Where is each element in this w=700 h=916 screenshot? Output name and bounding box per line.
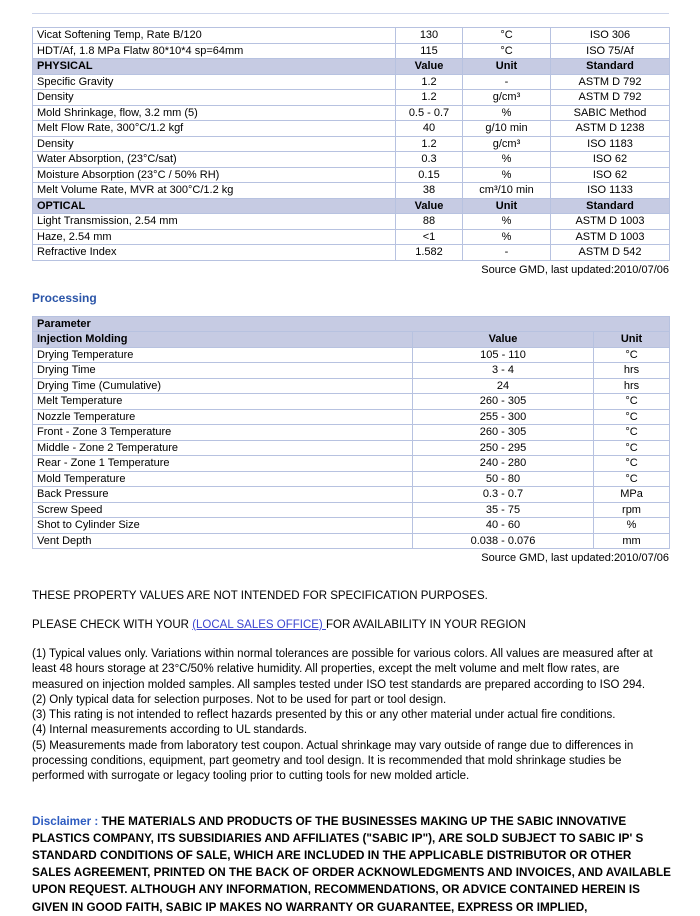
parameter-name: Vent Depth	[33, 533, 413, 549]
parameter-value: 0.3 - 0.7	[413, 487, 594, 503]
property-unit: %	[463, 229, 551, 245]
table-row	[33, 152, 670, 168]
footnote: (4) Internal measurements according to UL standards.	[32, 724, 308, 737]
table-row	[33, 121, 670, 137]
property-value: 115	[396, 43, 463, 59]
property-unit: %	[463, 214, 551, 230]
processing-heading: Processing	[32, 290, 97, 305]
property-standard: ISO 1183	[551, 136, 670, 152]
footnote: (1) Typical values only. Variations within normal tolerances are possible for various colors. All values are measured after at least 48 hours storage at 23°C/50% relative humidity. All properties, except the melt volume and melt flow rates, are measured on injection molded samples. All samples tested under ISO test standards are prepared according to ISO 294.	[32, 648, 653, 691]
property-unit: -	[463, 74, 551, 90]
column-header-unit: Unit	[463, 198, 551, 214]
property-value: 0.5 - 0.7	[396, 105, 463, 121]
spec-purpose-note: THESE PROPERTY VALUES ARE NOT INTENDED FOR SPECIFICATION PURPOSES.	[32, 590, 488, 602]
parameter-name: Nozzle Temperature	[33, 409, 413, 425]
column-header-value: Value	[396, 59, 463, 75]
parameter-name: Melt Temperature	[33, 394, 413, 410]
properties-table	[32, 27, 670, 261]
parameter-value: 0.038 - 0.076	[413, 533, 594, 549]
property-name: HDT/Af, 1.8 MPa Flatw 80*10*4 sp=64mm	[33, 43, 396, 59]
property-value: 1.2	[396, 136, 463, 152]
property-unit: g/cm³	[463, 136, 551, 152]
property-unit: g/10 min	[463, 121, 551, 137]
property-value: 88	[396, 214, 463, 230]
parameter-unit: °C	[594, 394, 670, 410]
column-header-value: Value	[396, 198, 463, 214]
table-row	[33, 409, 670, 425]
parameter-unit: hrs	[594, 378, 670, 394]
table-row	[33, 90, 670, 106]
footnotes	[32, 647, 672, 785]
property-value: 1.2	[396, 90, 463, 106]
table-row	[33, 471, 670, 487]
table-row	[33, 105, 670, 121]
property-name: Moisture Absorption (23°C / 50% RH)	[33, 167, 396, 183]
parameter-unit: °C	[594, 425, 670, 441]
source-note: Source GMD, last updated:2010/07/06	[481, 552, 669, 564]
table-row	[33, 347, 670, 363]
table-row	[33, 43, 670, 59]
property-unit: °C	[463, 28, 551, 44]
property-unit: %	[463, 105, 551, 121]
property-unit: %	[463, 167, 551, 183]
footnote: (2) Only typical data for selection purposes. Not to be used for part or tool design.	[32, 693, 447, 706]
parameter-value: 240 - 280	[413, 456, 594, 472]
property-standard: ASTM D 792	[551, 90, 670, 106]
parameter-unit: °C	[594, 456, 670, 472]
table-row	[33, 425, 670, 441]
table-row	[33, 28, 670, 44]
property-name: Specific Gravity	[33, 74, 396, 90]
parameter-name: Mold Temperature	[33, 471, 413, 487]
property-value: <1	[396, 229, 463, 245]
table-row	[33, 74, 670, 90]
table-row	[33, 502, 670, 518]
property-standard: ASTM D 792	[551, 74, 670, 90]
parameter-unit: mm	[594, 533, 670, 549]
local-sales-office-link[interactable]: (LOCAL SALES OFFICE)	[192, 619, 326, 631]
property-unit: °C	[463, 43, 551, 59]
table-row	[33, 363, 670, 379]
table-row	[33, 229, 670, 245]
column-header-parameter: Injection Molding	[33, 332, 413, 348]
property-value: 0.15	[396, 167, 463, 183]
property-standard: ISO 62	[551, 167, 670, 183]
section-header-row-physical	[33, 59, 670, 75]
property-standard: ASTM D 1238	[551, 121, 670, 137]
property-unit: -	[463, 245, 551, 261]
processing-header-row	[33, 332, 670, 348]
parameter-value: 260 - 305	[413, 425, 594, 441]
parameter-name: Screw Speed	[33, 502, 413, 518]
property-unit: cm³/10 min	[463, 183, 551, 199]
section-title: OPTICAL	[33, 198, 396, 214]
parameter-unit: °C	[594, 347, 670, 363]
property-value: 40	[396, 121, 463, 137]
table-row	[33, 440, 670, 456]
parameter-name: Shot to Cylinder Size	[33, 518, 413, 534]
property-standard: ISO 62	[551, 152, 670, 168]
table-row	[33, 167, 670, 183]
parameter-value: 35 - 75	[413, 502, 594, 518]
parameter-value: 40 - 60	[413, 518, 594, 534]
table-row	[33, 136, 670, 152]
column-header-standard: Standard	[551, 59, 670, 75]
parameter-name: Drying Temperature	[33, 347, 413, 363]
section-header-row-optical	[33, 198, 670, 214]
parameter-unit: %	[594, 518, 670, 534]
property-name: Mold Shrinkage, flow, 3.2 mm (5)	[33, 105, 396, 121]
property-value: 0.3	[396, 152, 463, 168]
property-value: 38	[396, 183, 463, 199]
parameter-value: 255 - 300	[413, 409, 594, 425]
property-unit: g/cm³	[463, 90, 551, 106]
column-header-value: Value	[413, 332, 594, 348]
property-name: Light Transmission, 2.54 mm	[33, 214, 396, 230]
parameter-unit: rpm	[594, 502, 670, 518]
property-name: Water Absorption, (23°C/sat)	[33, 152, 396, 168]
property-standard: ISO 306	[551, 28, 670, 44]
parameter-group-header-row	[33, 316, 670, 332]
parameter-value: 260 - 305	[413, 394, 594, 410]
parameter-value: 50 - 80	[413, 471, 594, 487]
parameter-value: 3 - 4	[413, 363, 594, 379]
table-row	[33, 456, 670, 472]
availability-prefix: PLEASE CHECK WITH YOUR	[32, 619, 193, 631]
property-name: Haze, 2.54 mm	[33, 229, 396, 245]
parameter-value: 24	[413, 378, 594, 394]
column-header-standard: Standard	[551, 198, 670, 214]
table-row	[33, 214, 670, 230]
table-row	[33, 518, 670, 534]
property-name: Density	[33, 136, 396, 152]
property-unit: %	[463, 152, 551, 168]
property-value: 130	[396, 28, 463, 44]
disclaimer-text: THE MATERIALS AND PRODUCTS OF THE BUSINESSES MAKING UP THE SABIC INNOVATIVE PLASTICS COMPANY, ITS SUBSIDIARIES AND AFFILIATES ("SABIC IP"), ARE SOLD SUBJECT TO SABIC IP' S STANDARD CONDITIONS OF SALE, WHICH ARE INCLUDED IN THE APPLICABLE DISTRIBUTOR OR OTHER SALES AGREEMENT, PRINTED ON THE BACK OF ORDER ACKNOWLEDGMENTS AND INVOICES, AND AVAILABLE UPON REQUEST. ALTHOUGH ANY INFORMATION, RECOMMENDATIONS, OR ADVICE CONTAINED HEREIN IS GIVEN IN GOOD FAITH, SABIC IP MAKES NO WARRANTY OR GUARANTEE, EXPRESS OR IMPLIED,	[32, 814, 671, 914]
parameter-value: 105 - 110	[413, 347, 594, 363]
parameter-group-title: Parameter	[33, 316, 670, 332]
disclaimer	[32, 813, 672, 916]
table-row	[33, 394, 670, 410]
processing-table	[32, 316, 670, 550]
table-row	[33, 378, 670, 394]
property-standard: ISO 75/Af	[551, 43, 670, 59]
column-header-unit: Unit	[463, 59, 551, 75]
parameter-unit: °C	[594, 409, 670, 425]
parameter-value: 250 - 295	[413, 440, 594, 456]
table-row	[33, 245, 670, 261]
property-name: Vicat Softening Temp, Rate B/120	[33, 28, 396, 44]
property-standard: ISO 1133	[551, 183, 670, 199]
property-name: Density	[33, 90, 396, 106]
source-note: Source GMD, last updated:2010/07/06	[481, 263, 669, 276]
disclaimer-label: Disclaimer :	[32, 814, 99, 828]
parameter-name: Drying Time (Cumulative)	[33, 378, 413, 394]
table-row	[33, 487, 670, 503]
parameter-unit: °C	[594, 471, 670, 487]
property-name: Melt Volume Rate, MVR at 300°C/1.2 kg	[33, 183, 396, 199]
footnote: (3) This rating is not intended to reflect hazards presented by this or any other material under actual fire conditions.	[32, 709, 616, 722]
property-standard: ASTM D 1003	[551, 214, 670, 230]
parameter-name: Front - Zone 3 Temperature	[33, 425, 413, 441]
footnote: (5) Measurements made from laboratory test coupon. Actual shrinkage may vary outside of range due to differences in processing conditions, equipment, part geometry and tool design. It is recommended that mold shrinkage studies be performed with surrogate or legacy tooling prior to cutting tools for new molded article.	[32, 739, 634, 783]
property-value: 1.2	[396, 74, 463, 90]
availability-note	[32, 618, 669, 632]
property-value: 1.582	[396, 245, 463, 261]
page-top-rule	[32, 13, 669, 14]
property-standard: ASTM D 1003	[551, 229, 670, 245]
property-standard: ASTM D 542	[551, 245, 670, 261]
parameter-unit: hrs	[594, 363, 670, 379]
parameter-name: Drying Time	[33, 363, 413, 379]
table-row	[33, 533, 670, 549]
property-standard: SABIC Method	[551, 105, 670, 121]
property-name: Melt Flow Rate, 300°C/1.2 kgf	[33, 121, 396, 137]
parameter-name: Middle - Zone 2 Temperature	[33, 440, 413, 456]
parameter-unit: °C	[594, 440, 670, 456]
availability-suffix: FOR AVAILABILITY IN YOUR REGION	[325, 619, 526, 631]
parameter-name: Rear - Zone 1 Temperature	[33, 456, 413, 472]
property-name: Refractive Index	[33, 245, 396, 261]
section-title: PHYSICAL	[33, 59, 396, 75]
column-header-unit: Unit	[594, 332, 670, 348]
parameter-unit: MPa	[594, 487, 670, 503]
parameter-name: Back Pressure	[33, 487, 413, 503]
table-row	[33, 183, 670, 199]
